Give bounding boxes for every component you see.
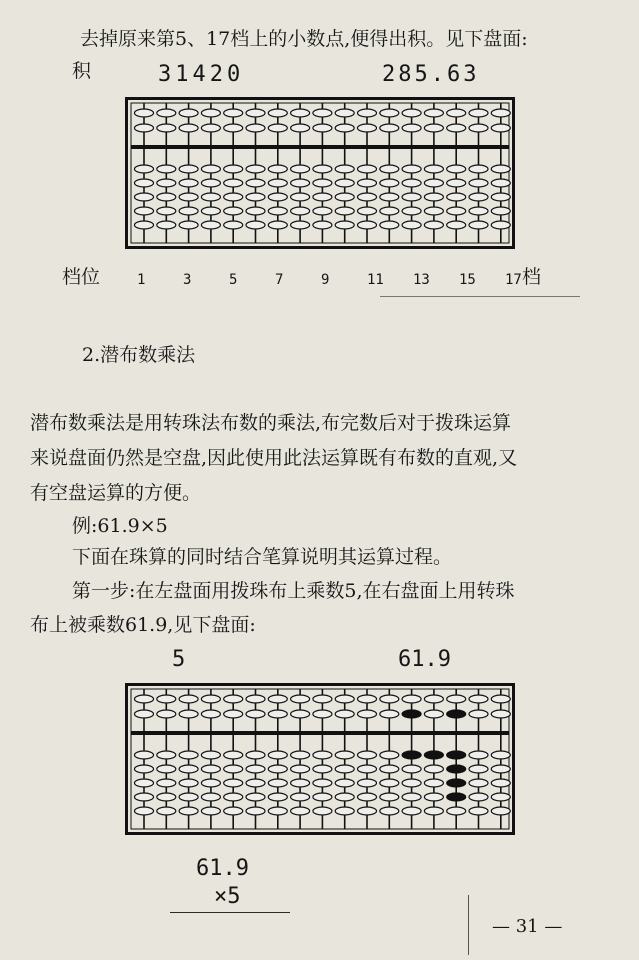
abacus-bead [424, 109, 443, 117]
abacus-bead [157, 124, 176, 132]
product-decimal-part: 285.63 [382, 62, 480, 87]
position-number: 1 [137, 272, 146, 288]
abacus-bead [201, 710, 220, 718]
abacus-bead [469, 109, 488, 117]
step-intro: 下面在珠算的同时结合笔算说明其运算过程。 [72, 546, 453, 568]
abacus-product-board [125, 97, 515, 249]
abacus-bead [424, 193, 443, 201]
abacus-bead [224, 695, 243, 703]
abacus-bead [335, 710, 354, 718]
abacus-bead [224, 807, 243, 815]
abacus-bead [402, 710, 421, 718]
abacus-bead [246, 207, 265, 215]
abacus-bead [268, 695, 287, 703]
abacus-bead [291, 221, 310, 229]
abacus-bead [402, 179, 421, 187]
abacus-bead [201, 807, 220, 815]
abacus-bead [291, 695, 310, 703]
abacus-bead [380, 710, 399, 718]
calculation-multiplicand: 61.9 [196, 856, 249, 881]
abacus-bead [402, 765, 421, 773]
abacus-bead [380, 221, 399, 229]
abacus-bead [313, 221, 332, 229]
abacus-bead [268, 793, 287, 801]
abacus-bead [135, 710, 154, 718]
abacus-bead [447, 165, 466, 173]
abacus-bead [335, 179, 354, 187]
abacus-bead [291, 751, 310, 759]
abacus-bead [402, 109, 421, 117]
abacus-bead [179, 765, 198, 773]
abacus-bead [447, 695, 466, 703]
abacus-bead [469, 793, 488, 801]
abacus-bead [246, 124, 265, 132]
example: 例:61.9×5 [72, 515, 168, 537]
abacus-bead [179, 165, 198, 173]
abacus-bead [313, 695, 332, 703]
abacus-bead [402, 779, 421, 787]
abacus-bead [157, 765, 176, 773]
abacus-bead [135, 221, 154, 229]
abacus-bead [447, 207, 466, 215]
abacus-bead [447, 193, 466, 201]
abacus-bead [402, 751, 421, 759]
paragraph-line-3: 有空盘运算的方便。 [30, 482, 202, 504]
abacus-bead [246, 221, 265, 229]
abacus-bead [491, 751, 510, 759]
abacus-bead [335, 807, 354, 815]
abacus-bead [358, 765, 377, 773]
abacus-bead [135, 165, 154, 173]
abacus-bead [313, 165, 332, 173]
abacus-bead [246, 109, 265, 117]
abacus-bead [268, 765, 287, 773]
abacus-bead [380, 193, 399, 201]
abacus-bead [157, 779, 176, 787]
abacus-bead [157, 165, 176, 173]
abacus-bead [246, 179, 265, 187]
abacus-bead [335, 793, 354, 801]
product-label: 积 [72, 60, 92, 82]
paragraph-line-2: 来说盘面仍然是空盘,因此使用此法运算既有布数的直观,又 [30, 447, 518, 469]
abacus-bead [268, 179, 287, 187]
abacus-bead [424, 710, 443, 718]
abacus-bead [291, 710, 310, 718]
abacus-bead [447, 124, 466, 132]
position-number: 13 [413, 272, 430, 288]
abacus-bead [179, 751, 198, 759]
abacus-bead [313, 124, 332, 132]
abacus-bead [313, 109, 332, 117]
abacus-bead [157, 221, 176, 229]
abacus-bead [313, 765, 332, 773]
abacus-bead [313, 793, 332, 801]
abacus-bead [157, 807, 176, 815]
abacus-bead [424, 221, 443, 229]
abacus-bead [469, 221, 488, 229]
abacus-bead [268, 779, 287, 787]
abacus-bead [246, 779, 265, 787]
abacus-bead [291, 179, 310, 187]
abacus-bead [424, 793, 443, 801]
abacus-bead [491, 124, 510, 132]
position-number: 9 [321, 272, 330, 288]
abacus-bead [313, 179, 332, 187]
abacus-bead [179, 109, 198, 117]
abacus-bead [447, 710, 466, 718]
abacus-bead [402, 807, 421, 815]
abacus-bead [402, 793, 421, 801]
abacus-bead [402, 165, 421, 173]
abacus-bead [335, 193, 354, 201]
abacus-bead [246, 710, 265, 718]
abacus-bead [469, 207, 488, 215]
abacus-bead [201, 193, 220, 201]
abacus-bead [358, 165, 377, 173]
abacus-bead [491, 179, 510, 187]
abacus-bead [380, 695, 399, 703]
abacus-bead [224, 165, 243, 173]
abacus-bead [491, 779, 510, 787]
abacus-bead [268, 751, 287, 759]
abacus-bead [201, 695, 220, 703]
abacus-bead [268, 124, 287, 132]
abacus-bead [424, 695, 443, 703]
position-number: 5 [229, 272, 238, 288]
abacus-bead [246, 165, 265, 173]
abacus-bead [224, 710, 243, 718]
abacus-bead [469, 765, 488, 773]
abacus-bead [291, 779, 310, 787]
abacus-bead [402, 221, 421, 229]
abacus-bead [291, 765, 310, 773]
abacus-bead [179, 710, 198, 718]
abacus-bead [469, 179, 488, 187]
abacus-bead [469, 193, 488, 201]
abacus-bead [469, 807, 488, 815]
abacus-bead [291, 193, 310, 201]
abacus-bead [268, 193, 287, 201]
position-number: 11 [367, 272, 384, 288]
abacus-bead [358, 695, 377, 703]
abacus-bead [491, 221, 510, 229]
abacus-bead [358, 751, 377, 759]
abacus-bead [291, 109, 310, 117]
abacus-bead [491, 695, 510, 703]
abacus-bead [491, 807, 510, 815]
abacus-bead [268, 710, 287, 718]
section-heading: 2.潜布数乘法 [82, 344, 196, 366]
abacus-bead [469, 124, 488, 132]
abacus-bead [313, 207, 332, 215]
abacus-bead [291, 124, 310, 132]
abacus-bead [224, 179, 243, 187]
abacus2-multiplicand-label: 61.9 [398, 647, 451, 672]
abacus-bead [268, 807, 287, 815]
abacus-bead [224, 207, 243, 215]
abacus-bead [179, 124, 198, 132]
abacus-bead [358, 207, 377, 215]
abacus-bead [491, 765, 510, 773]
abacus-bead [358, 779, 377, 787]
abacus-bead [469, 751, 488, 759]
abacus-bead [179, 807, 198, 815]
abacus-bead [157, 109, 176, 117]
abacus-bead [246, 751, 265, 759]
abacus-bead [224, 779, 243, 787]
abacus-bead [224, 765, 243, 773]
abacus-bead [424, 779, 443, 787]
abacus-bead [380, 751, 399, 759]
abacus-bead [157, 793, 176, 801]
abacus-bead [335, 124, 354, 132]
abacus-bead [268, 109, 287, 117]
abacus-bead [447, 807, 466, 815]
abacus-bead [135, 779, 154, 787]
abacus-bead [424, 765, 443, 773]
abacus-bead [201, 221, 220, 229]
abacus-bead [402, 193, 421, 201]
abacus-bead [335, 779, 354, 787]
abacus-bead [179, 695, 198, 703]
abacus-bead [380, 165, 399, 173]
abacus-bead [358, 193, 377, 201]
abacus-bead [135, 765, 154, 773]
page-number: — 31 — [492, 916, 563, 937]
abacus-bead [469, 710, 488, 718]
abacus-bead [335, 109, 354, 117]
abacus-bead [246, 695, 265, 703]
abacus-bead [201, 179, 220, 187]
abacus-bead [335, 221, 354, 229]
abacus-bead [424, 165, 443, 173]
abacus-bead [447, 221, 466, 229]
abacus-bead [291, 207, 310, 215]
abacus-bead [179, 193, 198, 201]
abacus-bead [491, 710, 510, 718]
abacus-bead [491, 793, 510, 801]
abacus-bead [135, 207, 154, 215]
abacus-bead [201, 765, 220, 773]
paragraph-line-1: 潜布数乘法是用转珠法布数的乘法,布完数后对于拨珠运算 [30, 412, 512, 434]
abacus-bead [201, 207, 220, 215]
abacus-bead [157, 207, 176, 215]
abacus-bead [135, 179, 154, 187]
abacus-bead [424, 751, 443, 759]
abacus-bead [335, 207, 354, 215]
abacus-bead [335, 695, 354, 703]
position-axis-unit: 档 [522, 266, 542, 288]
abacus-bead [224, 124, 243, 132]
abacus-bead [179, 793, 198, 801]
abacus-bead [201, 109, 220, 117]
abacus-bead [201, 751, 220, 759]
abacus-bead [447, 765, 466, 773]
abacus-bead [358, 124, 377, 132]
abacus-bead [201, 793, 220, 801]
abacus-bead [447, 179, 466, 187]
abacus-bead [380, 779, 399, 787]
step1-line-1: 第一步:在左盘面用拨珠布上乘数5,在右盘面上用转珠 [72, 580, 515, 602]
abacus-bead [179, 207, 198, 215]
position-number: 17 [505, 272, 522, 288]
abacus-bead [469, 779, 488, 787]
abacus-bead [358, 807, 377, 815]
intro-line: 去掉原来第5、17档上的小数点,便得出积。见下盘面: [80, 28, 528, 50]
abacus-bead [135, 193, 154, 201]
abacus-bead [135, 695, 154, 703]
abacus-bead [447, 779, 466, 787]
abacus-bead [424, 124, 443, 132]
abacus-bead [291, 793, 310, 801]
position-number: 15 [459, 272, 476, 288]
abacus-bead [268, 165, 287, 173]
abacus-bead [157, 193, 176, 201]
abacus-bead [313, 807, 332, 815]
abacus-bead [179, 779, 198, 787]
abacus-bead [246, 793, 265, 801]
step1-line-2: 布上被乘数61.9,见下盘面: [30, 614, 256, 636]
abacus-bead [380, 765, 399, 773]
abacus-bead [424, 207, 443, 215]
calculation-multiplier: ×5 [214, 884, 241, 909]
abacus-bead [402, 695, 421, 703]
position-number: 3 [183, 272, 192, 288]
abacus-bead [447, 109, 466, 117]
product-integer-part: 31420 [158, 62, 245, 87]
abacus-bead [491, 165, 510, 173]
abacus-bead [201, 165, 220, 173]
abacus-bead [358, 793, 377, 801]
abacus-bead [157, 695, 176, 703]
abacus2-multiplier-label: 5 [172, 647, 186, 672]
abacus-bead [268, 221, 287, 229]
abacus-bead [447, 751, 466, 759]
abacus-bead [491, 109, 510, 117]
abacus-bead [268, 207, 287, 215]
abacus-bead [380, 207, 399, 215]
abacus-bead [291, 807, 310, 815]
abacus-bead [380, 179, 399, 187]
abacus-bead [246, 193, 265, 201]
abacus-bead [224, 751, 243, 759]
abacus-bead [335, 765, 354, 773]
abacus-bead [135, 751, 154, 759]
abacus-bead [201, 779, 220, 787]
abacus-bead [135, 807, 154, 815]
abacus-bead [246, 765, 265, 773]
abacus-multiplication-board [125, 683, 515, 835]
abacus-bead [358, 109, 377, 117]
abacus-bead [469, 695, 488, 703]
abacus-bead [157, 179, 176, 187]
abacus-bead [224, 109, 243, 117]
abacus-bead [313, 751, 332, 759]
abacus-bead [380, 124, 399, 132]
abacus-bead [380, 807, 399, 815]
abacus-bead [424, 179, 443, 187]
abacus-bead [402, 207, 421, 215]
position-number: 7 [275, 272, 284, 288]
abacus-bead [380, 793, 399, 801]
abacus-bead [358, 179, 377, 187]
abacus-bead [313, 193, 332, 201]
abacus-bead [358, 221, 377, 229]
abacus-bead [358, 710, 377, 718]
abacus-bead [224, 221, 243, 229]
abacus-bead [335, 165, 354, 173]
abacus-bead [246, 807, 265, 815]
abacus-bead [291, 165, 310, 173]
abacus-bead [179, 221, 198, 229]
abacus-bead [179, 179, 198, 187]
abacus-bead [335, 751, 354, 759]
abacus-bead [135, 124, 154, 132]
abacus-bead [224, 193, 243, 201]
abacus-bead [313, 779, 332, 787]
position-axis-label: 档位 [62, 266, 101, 288]
abacus-bead [424, 807, 443, 815]
abacus-bead [157, 751, 176, 759]
abacus-bead [491, 193, 510, 201]
abacus-bead [469, 165, 488, 173]
abacus-bead [313, 710, 332, 718]
abacus-bead [201, 124, 220, 132]
abacus-bead [135, 793, 154, 801]
abacus-bead [380, 109, 399, 117]
abacus-bead [157, 710, 176, 718]
abacus-bead [224, 793, 243, 801]
abacus-bead [491, 207, 510, 215]
abacus-bead [135, 109, 154, 117]
abacus-bead [402, 124, 421, 132]
abacus-bead [447, 793, 466, 801]
